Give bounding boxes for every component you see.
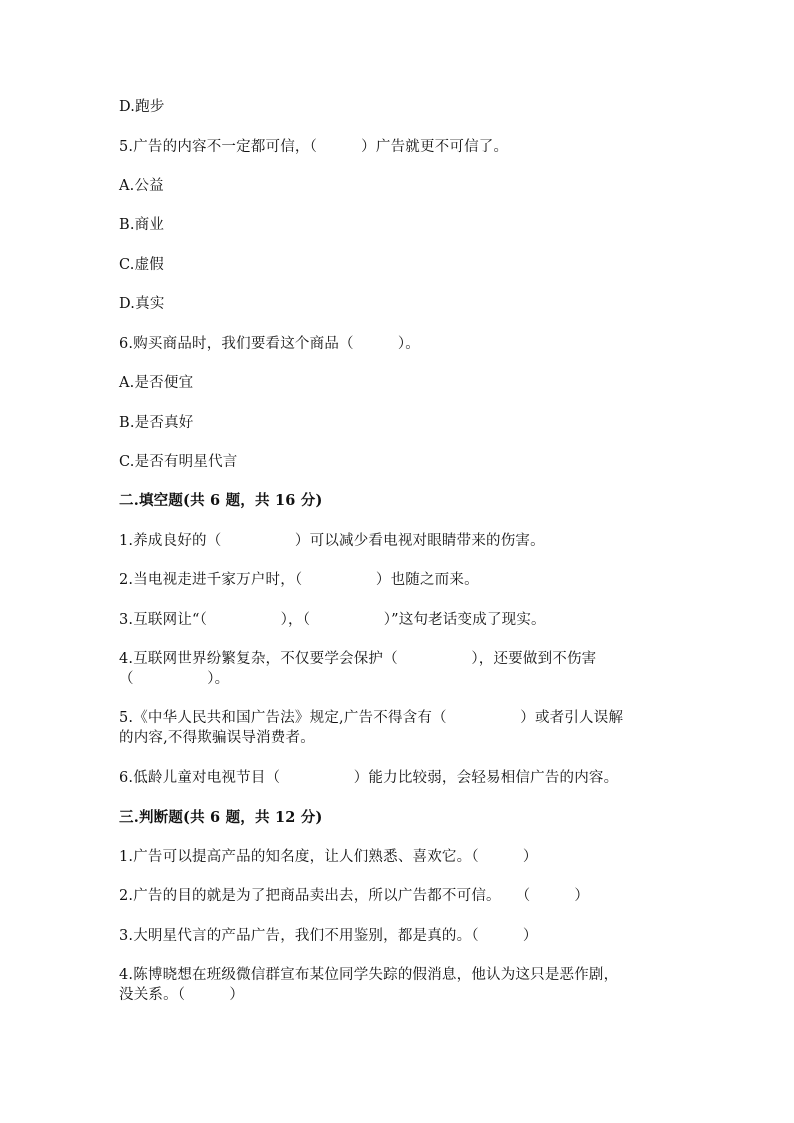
question-line: 4.陈博晓想在班级微信群宣布某位同学失踪的假消息，他认为这只是恶作剧， 没关系。（ ） — [119, 967, 619, 1003]
option-line: C.是否有明星代言 — [119, 454, 238, 470]
option-line: A.公益 — [119, 178, 164, 194]
option-line: B.商业 — [119, 217, 165, 233]
question-line: 1.广告可以提高产品的知名度，让人们熟悉、喜欢它。（ ） — [119, 849, 538, 865]
question-line: 5.《中华人民共和国广告法》规定,广告不得含有（ ）或者引人误解 的内容,不得欺骗误导消费者。 — [119, 710, 624, 746]
option-line: A.是否便宜 — [119, 375, 194, 391]
question-line: 1.养成良好的（ ）可以减少看电视对眼睛带来的伤害。 — [119, 533, 545, 549]
question-line: 5.广告的内容不一定都可信，（ ）广告就更不可信了。 — [119, 139, 509, 155]
section-heading: 三.判断题(共 6 题，共 12 分) — [119, 809, 323, 826]
option-line: C.虚假 — [119, 257, 164, 273]
option-line: B.是否真好 — [119, 415, 194, 431]
option-line: D.真实 — [119, 296, 165, 312]
question-line: 6.低龄儿童对电视节目（ ）能力比较弱，会轻易相信广告的内容。 — [119, 770, 619, 786]
question-line: 2.当电视走进千家万户时，（ ）也随之而来。 — [119, 572, 479, 588]
question-line: 3.大明星代言的产品广告，我们不用鉴别，都是真的。（ ） — [119, 928, 538, 944]
option-line: D.跑步 — [119, 99, 165, 115]
question-line: 6.购买商品时，我们要看这个商品（ ）。 — [119, 336, 420, 352]
question-line: 2.广告的目的就是为了把商品卖出去，所以广告都不可信。 （ ） — [119, 888, 590, 904]
question-line: 4.互联网世界纷繁复杂，不仅要学会保护（ ），还要做到不伤害 （ ）。 — [119, 651, 597, 687]
question-line: 3.互联网让“（ ），（ ）”这句老话变成了现实。 — [119, 612, 546, 628]
section-heading: 二.填空题(共 6 题，共 16 分) — [119, 492, 323, 509]
